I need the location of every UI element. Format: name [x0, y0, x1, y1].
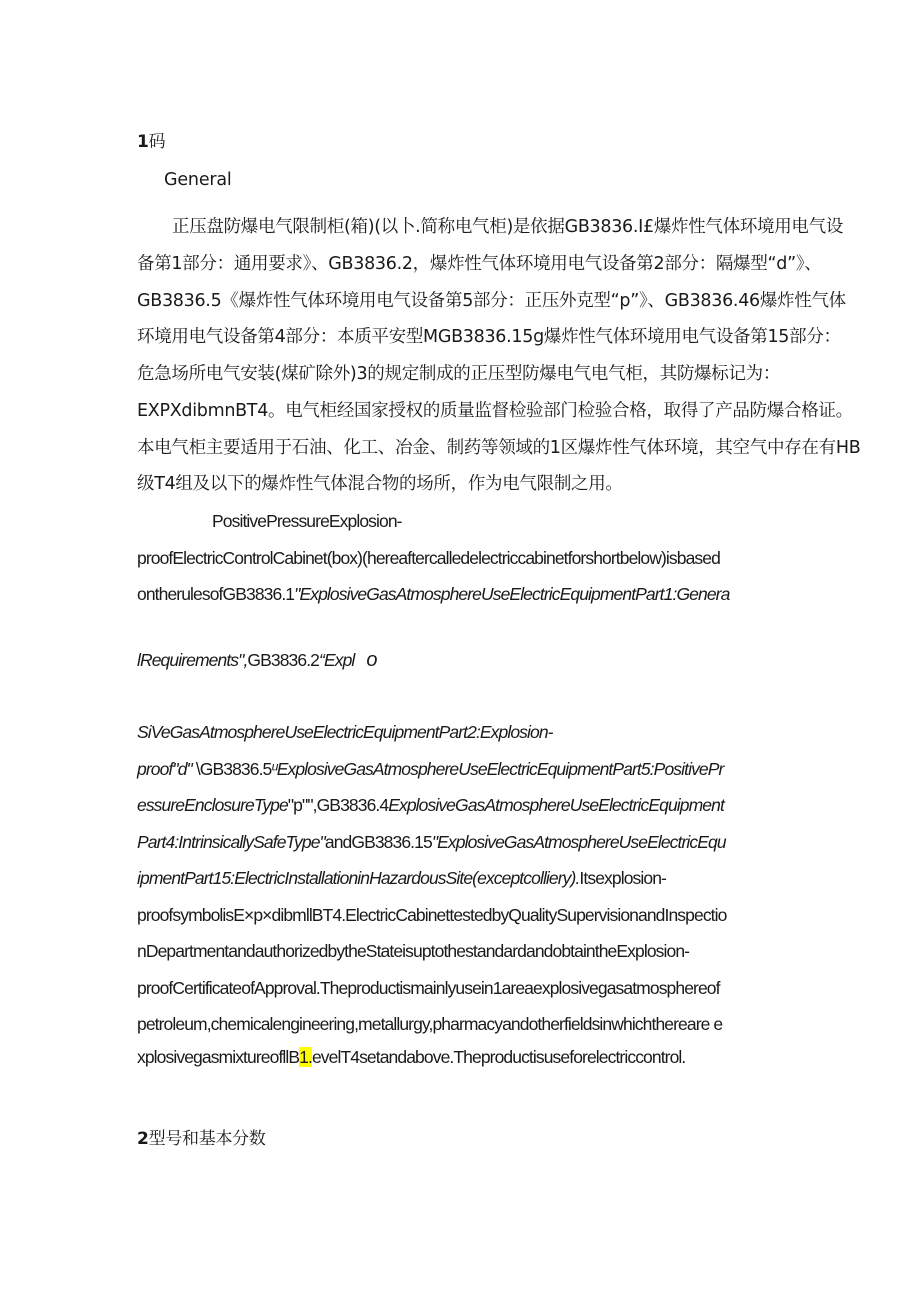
cn-paragraph-line: 危急场所电气安装(煤矿除外)3的规定制成的正压型防爆电气电气柜，其防爆标记为： [137, 364, 781, 384]
en-italic-text: lRequirements", [137, 650, 248, 670]
en-paragraph-line [137, 582, 729, 606]
en-italic-text: ᵘExplosiveGasAtmosphereUseElectricEquipmentPart5:PositivePr [271, 759, 724, 779]
en-paragraph-line [137, 757, 723, 781]
cn-paragraph-line: 本电气柜主要适用于石油、化工、冶金、制药等领域的1区爆炸性气体环境，其空气中存在有HB [137, 438, 861, 458]
en-text: andGB3836.15 [324, 832, 432, 852]
en-paragraph-line [137, 1045, 685, 1069]
en-text: GB3836.2 [247, 650, 320, 670]
en-paragraph-line: proofElectricControlCabinet(box)(hereaftercalledelectriccabinetforshortbelow)isbased [137, 548, 720, 568]
section-number: 2 [137, 1129, 149, 1149]
cn-paragraph-line: GB3836.5《爆炸性气体环境用电气设备第5部分：正压外克型“p”》、GB3836.46爆炸性气体 [137, 291, 846, 311]
section-1-heading [137, 130, 165, 154]
cn-paragraph-line: 正压盘防爆电气限制柜(箱)(以卜.简称电气柜)是依据GB3836.I£爆炸性气体环境用电气设 [172, 217, 844, 237]
cn-paragraph-line: 备第1部分：通用要求》、GB3836.2，爆炸性气体环境用电气设备第2部分：隔爆型“d”》、 [137, 254, 822, 274]
en-paragraph-line [137, 793, 724, 817]
en-italic-text: ExplosiveGasAtmosphereUseElectricEquipment [388, 795, 724, 815]
highlighted-text: 1. [299, 1047, 312, 1067]
section-title: 码 [148, 132, 166, 152]
en-text: evelT4setandabove.Theproductisuseforelectriccontrol. [311, 1047, 686, 1067]
en-paragraph-line: SiVeGasAtmosphereUseElectricEquipmentPart2:Explosion- [137, 722, 553, 742]
section-title: 型号和基本分数 [148, 1129, 266, 1149]
en-italic-text: “Expl [319, 650, 355, 670]
en-paragraph-line: nDepartmentandauthorizedbytheStateisuptothestandardandobtaintheExplosion- [137, 941, 690, 961]
en-italic-text: o [366, 649, 377, 671]
en-text: Itsexplosion- [579, 868, 666, 888]
en-italic-text: proof"d" [137, 759, 192, 779]
en-paragraph-line: PositivePressureExplosion- [212, 511, 402, 531]
en-paragraph-line: proofsymbolisE×p×dibmllBT4.ElectricCabinettestedbyQualitySupervisionandInspectio [137, 905, 727, 925]
en-text: "p"",GB3836.4 [287, 795, 389, 815]
en-paragraph-line [137, 648, 377, 672]
en-italic-text: "ExplosiveGasAtmosphereUseElectricEquipmentPart1:Genera [294, 584, 730, 604]
en-italic-text: ipmentPart15:ElectricInstallationinHazardousSite(exceptcolliery). [137, 868, 580, 888]
en-italic-text: Part4:IntrinsicallySafeType" [137, 832, 325, 852]
en-italic-text: essureEnclosureType [137, 795, 288, 815]
cn-paragraph-line: EXPXdibmnBT4。电气柜经国家授权的质量监督检验部门检验合格，取得了产品防爆合格证。 [137, 401, 853, 421]
en-italic-text: "ExplosiveGasAtmosphereUseElectricEqu [431, 832, 726, 852]
en-paragraph-line [137, 866, 666, 890]
en-paragraph-line: proofCertificateofApproval.Theproductismainlyusein1areaexplosivegasatmosphereof [137, 978, 720, 998]
section-1-subtitle: General [164, 170, 232, 190]
en-text: xplosivegasmixtureofllB [137, 1047, 300, 1067]
cn-paragraph-line: 环境用电气设备第4部分：本质平安型MGB3836.15g爆炸性气体环境用电气设备第15部分： [137, 327, 841, 347]
section-2-heading [137, 1127, 266, 1151]
en-text: \GB3836.5 [191, 759, 272, 779]
en-paragraph-line [137, 830, 726, 854]
en-text: ontherulesofGB3836.1 [137, 584, 295, 604]
en-paragraph-line: petroleum,chemicalengineering,metallurgy,pharmacyandotherfieldsinwhichthereare e [137, 1014, 723, 1034]
section-number: 1 [137, 132, 149, 152]
cn-paragraph-line: 级T4组及以下的爆炸性气体混合物的场所，作为电气限制之用。 [137, 474, 623, 494]
